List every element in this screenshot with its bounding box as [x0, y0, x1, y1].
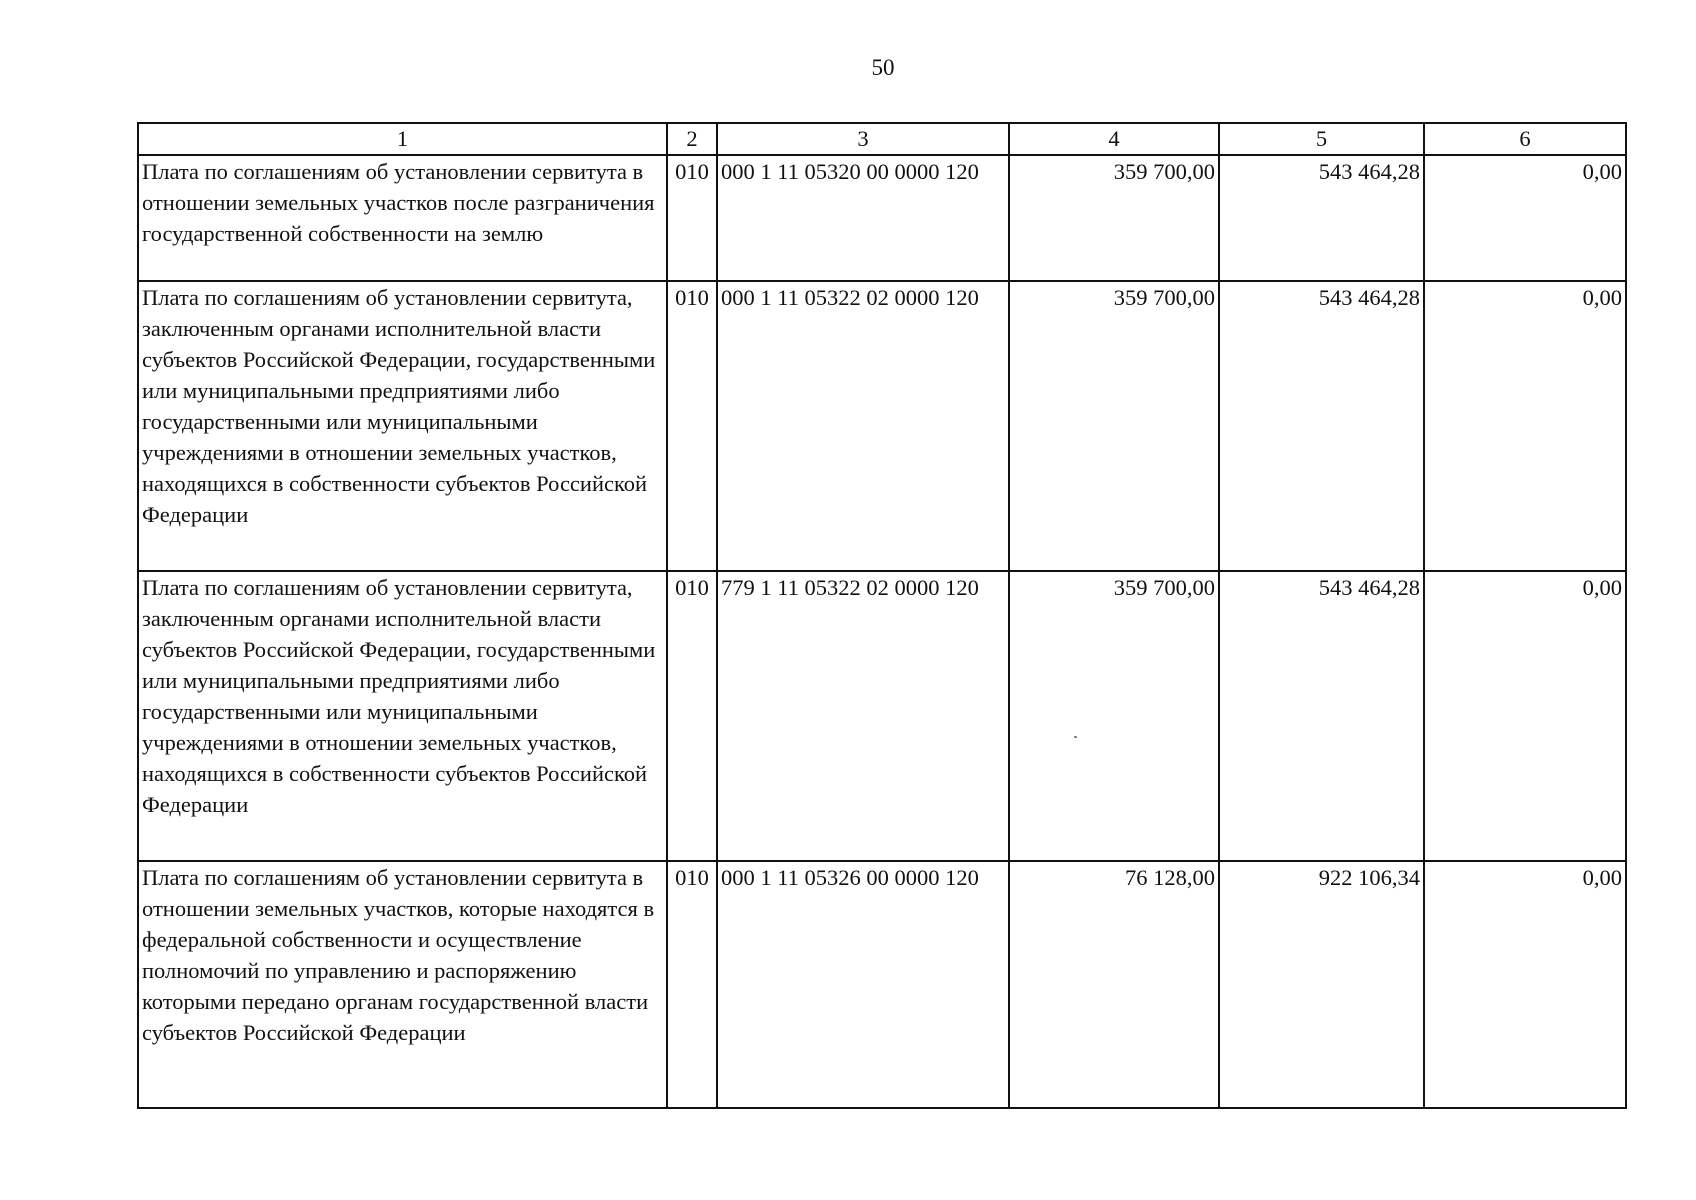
table-row: [138, 861, 1626, 1108]
header-col-1: 1: [138, 123, 667, 155]
header-col-5: 5: [1219, 123, 1424, 155]
header-col-6: 6: [1424, 123, 1626, 155]
row-name: Плата по соглашениям об установлении сервитута в отношении земельных участков после разграничения государственной собственности на землю: [138, 155, 667, 281]
header-col-2: 2: [667, 123, 717, 155]
table-row: [138, 155, 1626, 281]
row-value-col4: 76 128,00: [1009, 861, 1219, 1108]
header-row: [138, 123, 1626, 155]
row-name: Плата по соглашениям об установлении сервитута в отношении земельных участков, которые находятся в федеральной собственности и осуществление полномочий по управлению и распоряжению которыми передано органам государственной власти субъектов Российской Федерации: [138, 861, 667, 1108]
row-budget-code: 779 1 11 05322 02 0000 120: [717, 571, 1009, 861]
row-admin-code: 010: [667, 281, 717, 571]
row-budget-code: 000 1 11 05320 00 0000 120: [717, 155, 1009, 281]
row-value-col6: 0,00: [1424, 281, 1626, 571]
header-col-3: 3: [717, 123, 1009, 155]
row-budget-code: 000 1 11 05322 02 0000 120: [717, 281, 1009, 571]
row-value-col4: 359 700,00: [1009, 281, 1219, 571]
row-value-col6: 0,00: [1424, 155, 1626, 281]
row-value-col6: 0,00: [1424, 571, 1626, 861]
row-name: Плата по соглашениям об установлении сервитута, заключенным органами исполнительной власти субъектов Российской Федерации, государственными или муниципальными предприятиями либо государственными или муниципальными учреждениями в отношении земельных участков, находящихся в собственности субъектов Российской Федерации: [138, 571, 667, 861]
row-name: Плата по соглашениям об установлении сервитута, заключенным органами исполнительной власти субъектов Российской Федерации, государственными или муниципальными предприятиями либо государственными или муниципальными учреждениями в отношении земельных участков, находящихся в собственности субъектов Российской Федерации: [138, 281, 667, 571]
table-row: [138, 571, 1626, 861]
page-number: 50: [871, 55, 895, 80]
row-admin-code: 010: [667, 571, 717, 861]
row-value-col5: 922 106,34: [1219, 861, 1424, 1108]
row-value-col5: 543 464,28: [1219, 155, 1424, 281]
row-value-col5: 543 464,28: [1219, 281, 1424, 571]
table-row: [138, 281, 1626, 571]
revenue-table: [137, 122, 1627, 1109]
header-col-4: 4: [1009, 123, 1219, 155]
row-value-col5: 543 464,28: [1219, 571, 1424, 861]
row-budget-code: 000 1 11 05326 00 0000 120: [717, 861, 1009, 1108]
scan-speck: [1074, 736, 1077, 738]
row-admin-code: 010: [667, 861, 717, 1108]
row-admin-code: 010: [667, 155, 717, 281]
row-value-col4: 359 700,00: [1009, 571, 1219, 861]
row-value-col4: 359 700,00: [1009, 155, 1219, 281]
row-value-col6: 0,00: [1424, 861, 1626, 1108]
